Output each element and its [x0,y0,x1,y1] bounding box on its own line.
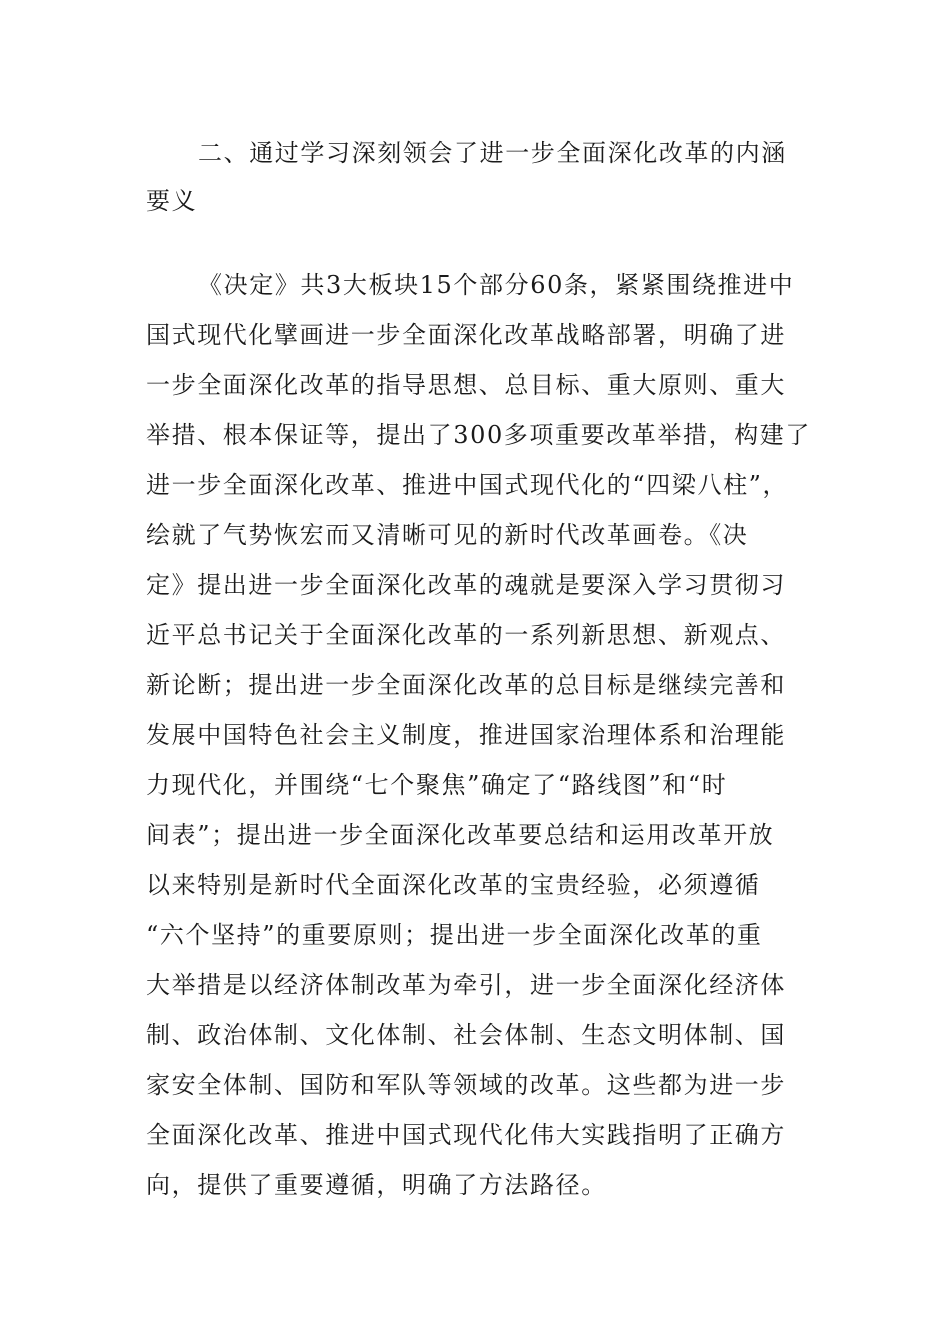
paragraph-line-6: 绘就了气势恢宏而又清晰可见的新时代改革画卷。《决 [146,521,749,549]
heading-line-1: 二、通过学习深刻领会了进一步全面深化改革的内涵 [198,139,787,167]
paragraph-line-12: 间表”；提出进一步全面深化改革要总结和运用改革开放 [146,821,775,849]
paragraph-line-5: 进一步全面深化改革、推进中国式现代化的“四梁八柱”， [146,471,789,499]
paragraph-line-11: 力现代化，并围绕“七个聚焦”确定了“路线图”和“时 [146,771,728,799]
paragraph-line-7: 定》提出进一步全面深化改革的魂就是要深入学习贯彻习 [146,571,786,599]
paragraph-line-14: “六个坚持”的重要原则；提出进一步全面深化改革的重 [146,921,763,949]
paragraph-line-1: 《决定》共3大板块15个部分60条，紧紧围绕推进中 [198,271,795,299]
paragraph-line-18: 全面深化改革、推进中国式现代化伟大实践指明了正确方 [146,1121,786,1149]
paragraph-line-16: 制、政治体制、文化体制、社会体制、生态文明体制、国 [146,1021,786,1049]
paragraph-line-4: 举措、根本保证等，提出了300多项重要改革举措，构建了 [146,421,812,449]
paragraph-line-10: 发展中国特色社会主义制度，推进国家治理体系和治理能 [146,721,786,749]
paragraph-line-19: 向，提供了重要遵循，明确了方法路径。 [146,1171,607,1199]
paragraph-line-13: 以来特别是新时代全面深化改革的宝贵经验，必须遵循 [146,871,761,899]
heading-line-2: 要义 [146,187,198,215]
paragraph-line-3: 一步全面深化改革的指导思想、总目标、重大原则、重大 [146,371,786,399]
paragraph-line-17: 家安全体制、国防和军队等领域的改革。这些都为进一步 [146,1071,786,1099]
paragraph-line-2: 国式现代化擘画进一步全面深化改革战略部署，明确了进 [146,321,786,349]
paragraph-line-9: 新论断；提出进一步全面深化改革的总目标是继续完善和 [146,671,786,699]
paragraph-line-15: 大举措是以经济体制改革为牵引，进一步全面深化经济体 [146,971,786,999]
paragraph-line-8: 近平总书记关于全面深化改革的一系列新思想、新观点、 [146,621,786,649]
